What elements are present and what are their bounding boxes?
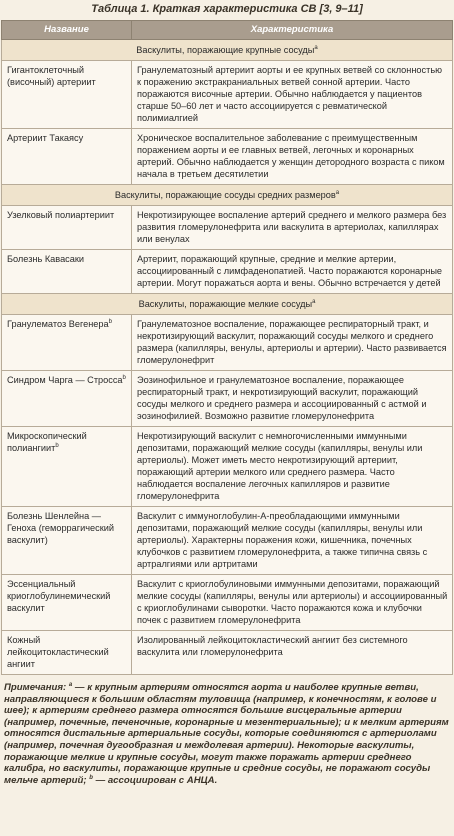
disease-name-cell xyxy=(2,315,132,371)
disease-name: Артериит Такаясу xyxy=(7,133,84,143)
notes-text-b: — ассоциирован с АНЦА. xyxy=(92,774,218,786)
table-notes xyxy=(0,675,454,786)
disease-name: Гранулематоз Вегенера xyxy=(7,319,109,329)
table-row xyxy=(2,315,453,371)
disease-name: Кожный лейкоцитокластический ангиит xyxy=(7,635,109,669)
section-title-text: Васкулиты, поражающие крупные сосуды xyxy=(136,45,315,55)
disease-name-sup: b xyxy=(122,374,126,381)
vasculitis-table xyxy=(1,20,453,675)
table-row xyxy=(2,575,453,631)
notes-text-a: — к крупным артериям относятся аорта и наиболее крупные ветви, направляющиеся к большим областям туловища (например, к конечностям, к голове и шее); к артериям среднего размера относятся большие висцеральные артерии (например, почечные, печеночные, коронарные и мезентериальные); и к мелким артериям относятся дистальные артериальные сосуды, которые соединяются с артериолами (например, почечная дугообразная и междолевая артерии). Некоторые васкулиты, поражающие мелкие и крупные сосуды, могут также поражать артерии среднего калибра, но васкулиты, поражающие крупные и средние сосуды, не поражают сосуды мельче артерий; xyxy=(4,682,449,786)
disease-description: Гранулематозное воспаление, поражающее респираторный тракт, и некротизирующий васкулит, поражающий сосуды мелкого и среднего размера (капилляры, венулы, артериолы и артерии). Часто развивается гломерулонефрит xyxy=(132,315,453,371)
disease-name: Эссенциальный криоглобулинемический васкулит xyxy=(7,579,111,613)
disease-description: Артериит, поражающий крупные, средние и мелкие артерии, ассоциированный с лимфаденопатией. Часто поражаются коронарные артерии. Могут поражаться аорта и вены. Обычно встречается у детей xyxy=(132,250,453,294)
table-body xyxy=(2,40,453,675)
table-row xyxy=(2,129,453,185)
notes-label: Примечания: xyxy=(4,682,67,693)
disease-description: Некротизирующее воспаление артерий среднего и мелкого размера без развития гломерулонефрита или васкулита в артериолах, капиллярах или венулах xyxy=(132,206,453,250)
disease-description: Эозинофильное и гранулематозное воспаление, поражающее респираторный тракт, и некротизирующий васкулит, поражающий сосуды мелкого и среднего размера и ассоциированный с астмой и эозинофилией. Возможно развитие гломерулонефрита xyxy=(132,371,453,427)
section-row xyxy=(2,185,453,206)
section-title-text: Васкулиты, поражающие сосуды средних размеров xyxy=(114,190,336,200)
table-row xyxy=(2,61,453,129)
table-row xyxy=(2,250,453,294)
section-title-sup: a xyxy=(314,44,318,51)
notes-sup-a: a xyxy=(68,681,73,688)
disease-name: Болезнь Шенлейна — Геноха (геморрагический васкулит) xyxy=(7,511,115,545)
disease-name-cell xyxy=(2,61,132,129)
table-row xyxy=(2,206,453,250)
disease-description: Некротизирующий васкулит с немногочисленными иммунными депозитами, поражающий мелкие сосуды (капилляры, венулы или артериолы). Может иметь место некротизирующий артериит, поражающий артерии мелкого или среднего размера. Часто наблюдается воспаление легочных капилляров и развитие гломерулонефрита xyxy=(132,427,453,507)
section-title-sup: a xyxy=(335,189,340,196)
section-title xyxy=(2,40,453,61)
disease-name: Микроскопический полиангиит xyxy=(7,431,87,453)
disease-description: Васкулит с иммуноглобулин-А-преобладающими иммунными депозитами, поражающий мелкие сосуды (капилляры, венулы или артериолы). Характерны поражения кожи, кишечника, почечных клубочков с развитием гломерулонефрита, а также типична связь с артралгиями или артритами xyxy=(132,507,453,575)
disease-description: Гранулематозный артериит аорты и ее крупных ветвей со склонностью к поражению экстракраниальных ветвей сонной артерии. Часто поражаются височные артерии. Обычно наблюдается у пациентов старше 50–60 лет и часто ассоциируется с ревматической полимиалгией xyxy=(132,61,453,129)
disease-name-cell xyxy=(2,507,132,575)
disease-name-cell xyxy=(2,631,132,675)
disease-name-cell xyxy=(2,250,132,294)
table-caption: Таблица 1. Краткая характеристика СВ [3, 9–11] xyxy=(91,3,363,15)
disease-name-sup: b xyxy=(108,318,112,325)
header-characteristic: Характеристика xyxy=(132,21,453,40)
header-name: Название xyxy=(2,21,132,40)
disease-description: Изолированный лейкоцитокластический ангиит без системного васкулита или гломерулонефрита xyxy=(132,631,453,675)
disease-name: Синдром Чарга — Стросса xyxy=(7,375,123,385)
disease-name-cell xyxy=(2,206,132,250)
table-header-row xyxy=(2,21,453,40)
disease-name-cell xyxy=(2,427,132,507)
section-title-text: Васкулиты, поражающие мелкие сосуды xyxy=(138,299,313,309)
table-row xyxy=(2,427,453,507)
disease-name-cell xyxy=(2,129,132,185)
section-title xyxy=(2,185,453,206)
disease-name: Болезнь Кавасаки xyxy=(7,254,85,264)
section-title-sup: a xyxy=(312,298,316,305)
section-row xyxy=(2,40,453,61)
disease-description: Хроническое воспалительное заболевание с преимущественным поражением аорты и ее главных ветвей, легочных и коронарных артерий. Обычно наблюдается у женщин детородного возраста с пиком начала в третьем десятилетии xyxy=(132,129,453,185)
table-row xyxy=(2,371,453,427)
table-row xyxy=(2,507,453,575)
section-row xyxy=(2,294,453,315)
disease-description: Васкулит с криоглобулиновыми иммунными депозитами, поражающий мелкие сосуды (капилляры, венулы или артериолы) и ассоциированный с криоглобулинами сыворотки. Часто поражаются кожа и клубочки почек с развитием гломерулонефрита xyxy=(132,575,453,631)
disease-name-sup: b xyxy=(55,442,59,449)
table-row xyxy=(2,631,453,675)
disease-name: Гигантоклеточный (височный) артериит xyxy=(7,65,96,87)
notes-sup-b: b xyxy=(89,774,93,781)
disease-name: Узелковый полиартериит xyxy=(7,210,115,220)
disease-name-cell xyxy=(2,575,132,631)
disease-name-cell xyxy=(2,371,132,427)
section-title xyxy=(2,294,453,315)
